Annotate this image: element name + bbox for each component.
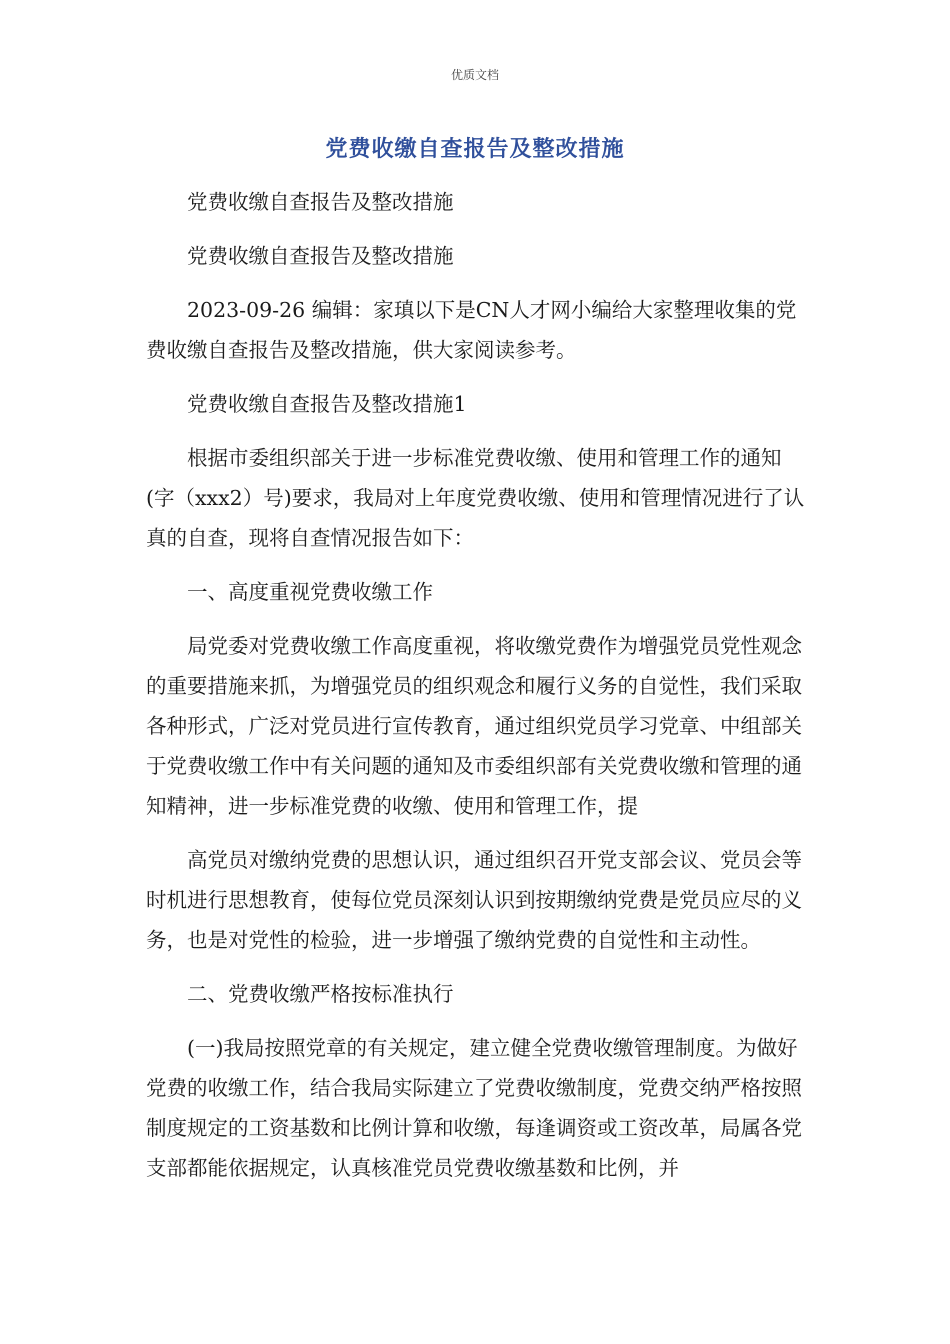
document-title: 党费收缴自查报告及整改措施 [325, 137, 625, 162]
paragraph-subtitle-1: 党费收缴自查报告及整改措施 [187, 190, 454, 214]
paragraph-body: 高党员对缴纳党费的思想认识，通过组织召开党支部会议、党员会等时机进行思想教育，使每位党员深刻认识到按期缴纳党费是党员应尽的义务，也是对党性的检验，进一步增强了缴纳党费的自觉性和主动性。 [146, 848, 802, 952]
header-label: 优质文档 [450, 68, 499, 82]
paragraph-heading-2: 二、党费收缴严格按标准执行 [187, 982, 454, 1006]
paragraph-section-heading: 党费收缴自查报告及整改措施1 [187, 392, 467, 416]
paragraph-body: 根据市委组织部关于进一步标准党费收缴、使用和管理工作的通知(字（xxx2）号)要求，我局对上年度党费收缴、使用和管理情况进行了认真的自查，现将自查情况报告如下： [146, 446, 805, 550]
document-body [146, 182, 806, 1188]
paragraph-body: (一)我局按照党章的有关规定，建立健全党费收缴管理制度。为做好党费的收缴工作，结合我局实际建立了党费收缴制度，党费交纳严格按照制度规定的工资基数和比例计算和收缴，每逢调资或工资改革，局属各党支部都能依据规定，认真核准党员党费收缴基数和比例，并 [146, 1036, 802, 1180]
paragraph-intro: 2023-09-26 编辑：家瑱以下是CN人才网小编给大家整理收集的党费收缴自查报告及整改措施，供大家阅读参考。 [146, 298, 797, 362]
paragraph-body: 局党委对党费收缴工作高度重视，将收缴党费作为增强党员党性观念的重要措施来抓，为增强党员的组织观念和履行义务的自觉性，我们采取各种形式，广泛对党员进行宣传教育，通过组织党员学习党章、中组部关于党费收缴工作中有关问题的通知及市委组织部有关党费收缴和管理的通知精神，进一步标准党费的收缴、使用和管理工作，提 [146, 634, 802, 818]
paragraph-subtitle-2: 党费收缴自查报告及整改措施 [187, 244, 454, 268]
paragraph-heading-1: 一、高度重视党费收缴工作 [187, 580, 433, 604]
